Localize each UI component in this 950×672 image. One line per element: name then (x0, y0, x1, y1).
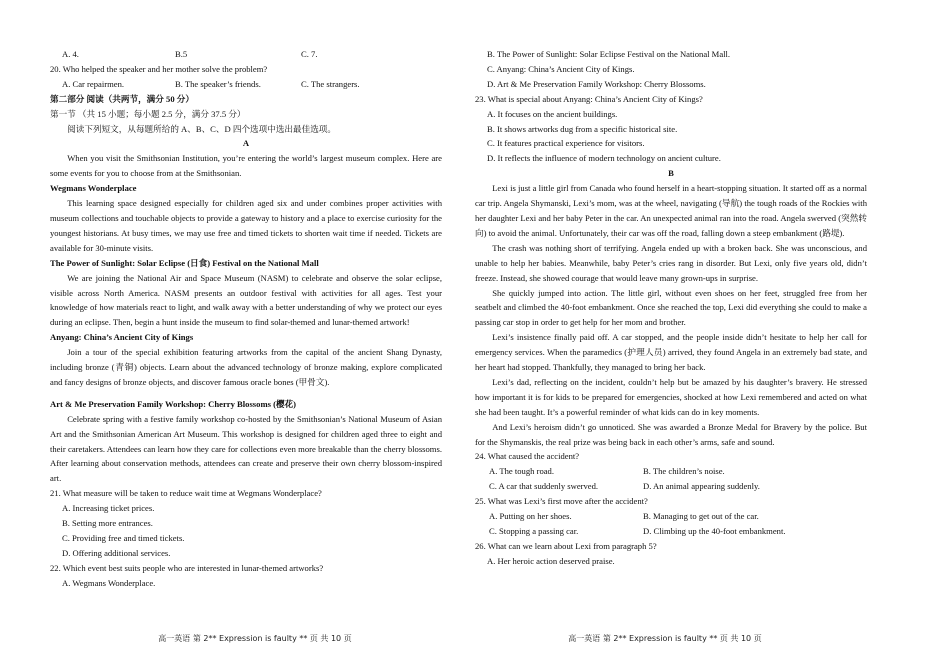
option: C. Providing free and timed tickets. (62, 533, 185, 543)
option: B. Managing to get out of the car. (643, 511, 759, 522)
q24-options-row (475, 464, 867, 479)
q20-options (50, 77, 442, 92)
event-title: Wegmans Wonderplace (50, 183, 137, 194)
passage-label: B (668, 168, 674, 179)
event-text: This learning space designed especially for children aged six and under combines proper activities with museum collections and touchable objects to provide a gateway to history and a place to exercise curiosity for the youngest historians. At busy times, we may use free and timed tickets to shorten wait time if needed. Tickets are available for 30-minute visits. (50, 198, 442, 253)
question-20: 20. Who helped the speaker and her mother solve the problem? (50, 63, 268, 74)
paragraph: Lexi’s dad, reflecting on the incident, couldn’t help but be amazed by his daughter’s bravery. He stressed how important it is for kids to be prepared for emergencies, shocked at how Lexi remembered and acted on what she had been taught. It’s a powerful reminder of what kids can do in key moments. (475, 376, 867, 417)
option: A. Car repairmen. (62, 78, 125, 89)
option: C. Stopping a passing car. (489, 526, 579, 536)
question-23: 23. What is special about Anyang: China’s Ancient City of Kings? (475, 93, 703, 104)
paragraph: Lexi is just a little girl from Canada who found herself in a heart-stopping situation. It started off as a normal car trip. Angela Shymanski, Lexi’s mom, was at the wheel, navigating (导航) the tough roads of the Rockies with her daughter Lexi and her baby Peter in the car. An unexpected animal ran into the road. Angela swerved (突然转向) to avoid the animal. Unfortunately, their car was off the road, falling down a steep embankment (路堤). (475, 183, 867, 238)
q25-options-row (475, 509, 867, 524)
option: D. Art & Me Preservation Family Workshop: Cherry Blossoms. (487, 78, 706, 89)
passage-intro: When you visit the Smithsonian Institution, you’re entering the world’s largest museum complex. Here are some events for you to choose from at the Smithsonian. (50, 153, 442, 179)
option: C. 7. (301, 49, 318, 59)
question-21: 21. What measure will be taken to reduce wait time at Wegmans Wonderplace? (50, 488, 322, 499)
event-text: Join a tour of the special exhibition featuring artworks from the capital of the ancient Shang Dynasty, including bronze (青铜) objects. Learn about the advanced technology of bronze making, explore complicated and fancy designs of bronze objects, and discover famous oracle bones (甲骨文). (50, 347, 442, 387)
q25-options-row (475, 524, 867, 539)
paragraph: Lexi’s insistence finally paid off. A car stopped, and the people inside didn’t hesitate to help her call for emergency services. When the paramedics (护理人员) arrived, they found Angela in an extremely bad state, and her heart had stopped. Thankfully, they managed to bring her back. (475, 332, 867, 373)
option: B. The speaker’s friends. (175, 78, 261, 89)
question-24: 24. What caused the accident? (475, 451, 580, 462)
right-column (475, 47, 867, 569)
option: D. An animal appearing suddenly. (643, 481, 760, 492)
part-title: 第二部分 阅读（共两节，满分 50 分） (50, 93, 194, 104)
option: B.5 (175, 49, 188, 59)
event-title: Anyang: China’s Ancient City of Kings (50, 332, 194, 343)
option: D. It reflects the influence of modern technology on ancient culture. (487, 153, 721, 164)
option: C. The strangers. (301, 78, 360, 89)
option: C. Anyang: China’s Ancient City of Kings. (487, 63, 635, 74)
event-title: Art & Me Preservation Family Workshop: Cherry Blossoms (樱花) (50, 398, 297, 409)
option: B. It shows artworks dug from a specific historical site. (487, 123, 678, 134)
option: B. The Power of Sunlight: Solar Eclipse Festival on the National Mall. (487, 49, 731, 59)
option: A. It focuses on the ancient buildings. (487, 108, 618, 119)
option: C. A car that suddenly swerved. (489, 481, 599, 492)
paragraph: And Lexi’s heroism didn’t go unnoticed. She was awarded a Bronze Medal for Bravery by the police. But for the Shymanskis, the real prize was being back in each other’s arms, safe and sound. (475, 421, 867, 447)
option: A. Her heroic action deserved praise. (487, 555, 615, 566)
paragraph: She quickly jumped into action. The little girl, without even shoes on her feet, struggled free from her seatbelt and climbed the 40-foot embankment. Once she reached the top, Lexi did everything she could to make a passing car stop in order to get help for her mom and brother. (475, 287, 867, 328)
page-footer: 高一英语 第 2** Expression is faulty ** 页 共 10 页 (568, 634, 762, 643)
option: D. Climbing up the 40-foot embankment. (643, 526, 786, 536)
option: D. Offering additional services. (62, 547, 171, 558)
passage-label: A (242, 138, 250, 149)
option: A. Wegmans Wonderplace. (62, 577, 156, 588)
option: B. Setting more entrances. (62, 518, 153, 529)
option: A. 4. (62, 49, 79, 59)
event-text: We are joining the National Air and Space Museum (NASM) to celebrate and observe the solar eclipse, visible across North America. NASM presents an outdoor festival with activities for all ages. Test your knowledge of how materials react to light, and walk away with a better understanding of why we protect our eyes during an eclipse. Then, begin a hunt inside the museum to find solar-themed and lunar-themed artwork! (50, 272, 442, 328)
question-25: 25. What was Lexi’s first move after the accident? (475, 496, 648, 507)
page-footer: 高一英语 第 2** Expression is faulty ** 页 共 10 页 (158, 634, 352, 643)
instruction: 阅读下列短文，从每题所给的 A、B、C、D 四个选项中选出最佳选项。 (67, 123, 336, 134)
question-22: 22. Which event best suits people who are interested in lunar-themed artworks? (50, 562, 324, 573)
section-title: 第一节 （共 15 小题；每小题 2.5 分，满分 37.5 分） (50, 108, 246, 119)
left-column (50, 47, 442, 591)
option: A. Putting on her shoes. (489, 511, 572, 522)
q19-options (50, 47, 442, 62)
event-title: The Power of Sunlight: Solar Eclipse (日食) Festival on the National Mall (50, 257, 319, 268)
option: C. It features practical experience for visitors. (487, 138, 645, 149)
paragraph: The crash was nothing short of terrifying. Angela ended up with a broken back. She was unconscious, and unable to help her babies. Meanwhile, baby Peter’s cries rang in disorder. But Lexi, only five years old, didn’t freeze. Instead, she showed courage that would leave many grown-ups in surprise. (475, 242, 867, 283)
event-text: Celebrate spring with a festive family workshop co-hosted by the Smithsonian’s National Museum of Asian Art and the Smithsonian American Art Museum. This workshop is designed for children aged three to eight and their caretakers. Attendees can learn how they care for collections even more breakable than the cherry blossoms. After learning about conservation methods, attendees can create and preserve their own cherry blossom-inspired art. (50, 413, 442, 484)
q24-options-row (475, 479, 867, 494)
option: A. The tough road. (489, 466, 554, 477)
question-26: 26. What can we learn about Lexi from paragraph 5? (475, 540, 657, 551)
spacer (50, 390, 442, 397)
option: B. The children’s noise. (643, 466, 725, 477)
option: A. Increasing ticket prices. (62, 503, 155, 514)
